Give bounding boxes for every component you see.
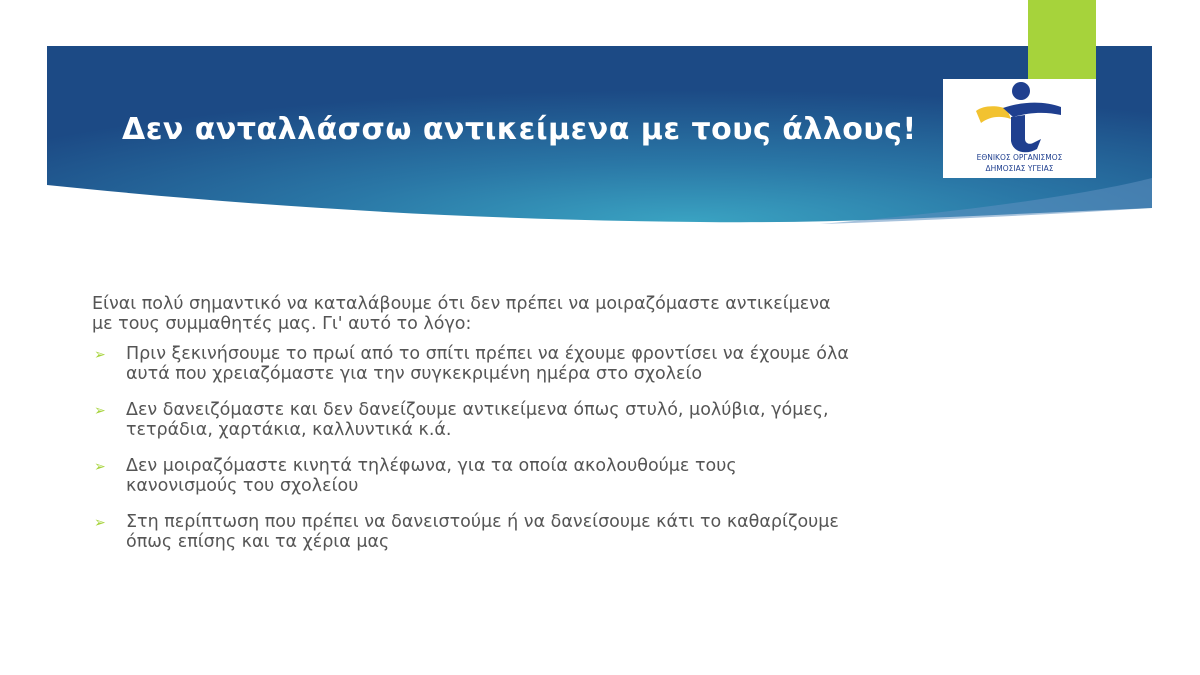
list-item xyxy=(92,512,852,552)
arrow-right-icon: ➢ xyxy=(94,459,106,475)
list-item-text: Στη περίπτωση που πρέπει να δανειστούμε ή να δανείσουμε κάτι το καθαρίζουμε όπως επίσης και τα χέρια μας xyxy=(126,512,839,552)
accent-bar xyxy=(1028,0,1096,82)
logo-text-line1: ΕΘΝΙΚΟΣ ΟΡΓΑΝΙΣΜΟΣ xyxy=(976,153,1063,162)
arrow-right-icon: ➢ xyxy=(94,403,106,419)
list-item xyxy=(92,400,852,440)
list-item-text: Δεν μοιραζόμαστε κινητά τηλέφωνα, για τα οποία ακολουθούμε τους κανονισμούς του σχολείου xyxy=(126,456,737,496)
logo-text-line2: ΔΗΜΟΣΙΑΣ ΥΓΕΙΑΣ xyxy=(985,164,1054,173)
slide-body xyxy=(92,294,852,568)
logo-body-blue xyxy=(1011,115,1041,152)
arrow-right-icon: ➢ xyxy=(94,347,106,363)
list-item-text: Δεν δανειζόμαστε και δεν δανείζουμε αντικείμενα όπως στυλό, μολύβια, γόμες, τετράδια, χαρτάκια, καλλυντικά κ.ά. xyxy=(126,400,829,440)
list-item xyxy=(92,456,852,496)
logo-arm-blue xyxy=(1003,103,1061,117)
intro-text: Είναι πολύ σημαντικό να καταλάβουμε ότι δεν πρέπει να μοιραζόμαστε αντικείμενα με τους συμμαθητές μας. Γι' αυτό το λόγο: xyxy=(92,294,831,334)
list-item xyxy=(92,344,852,384)
slide-title: Δεν ανταλλάσσω αντικείμενα με τους άλλους! xyxy=(122,112,917,147)
logo-head-shape xyxy=(1012,82,1030,100)
arrow-right-icon: ➢ xyxy=(94,515,106,531)
bullet-list xyxy=(92,344,852,552)
list-item-text: Πριν ξεκινήσουμε το πρωί από το σπίτι πρέπει να έχουμε φροντίσει να έχουμε όλα αυτά που χρειαζόμαστε για την συγκεκριμένη ημέρα στο σχολείο xyxy=(126,344,849,384)
eody-logo xyxy=(943,79,1096,178)
